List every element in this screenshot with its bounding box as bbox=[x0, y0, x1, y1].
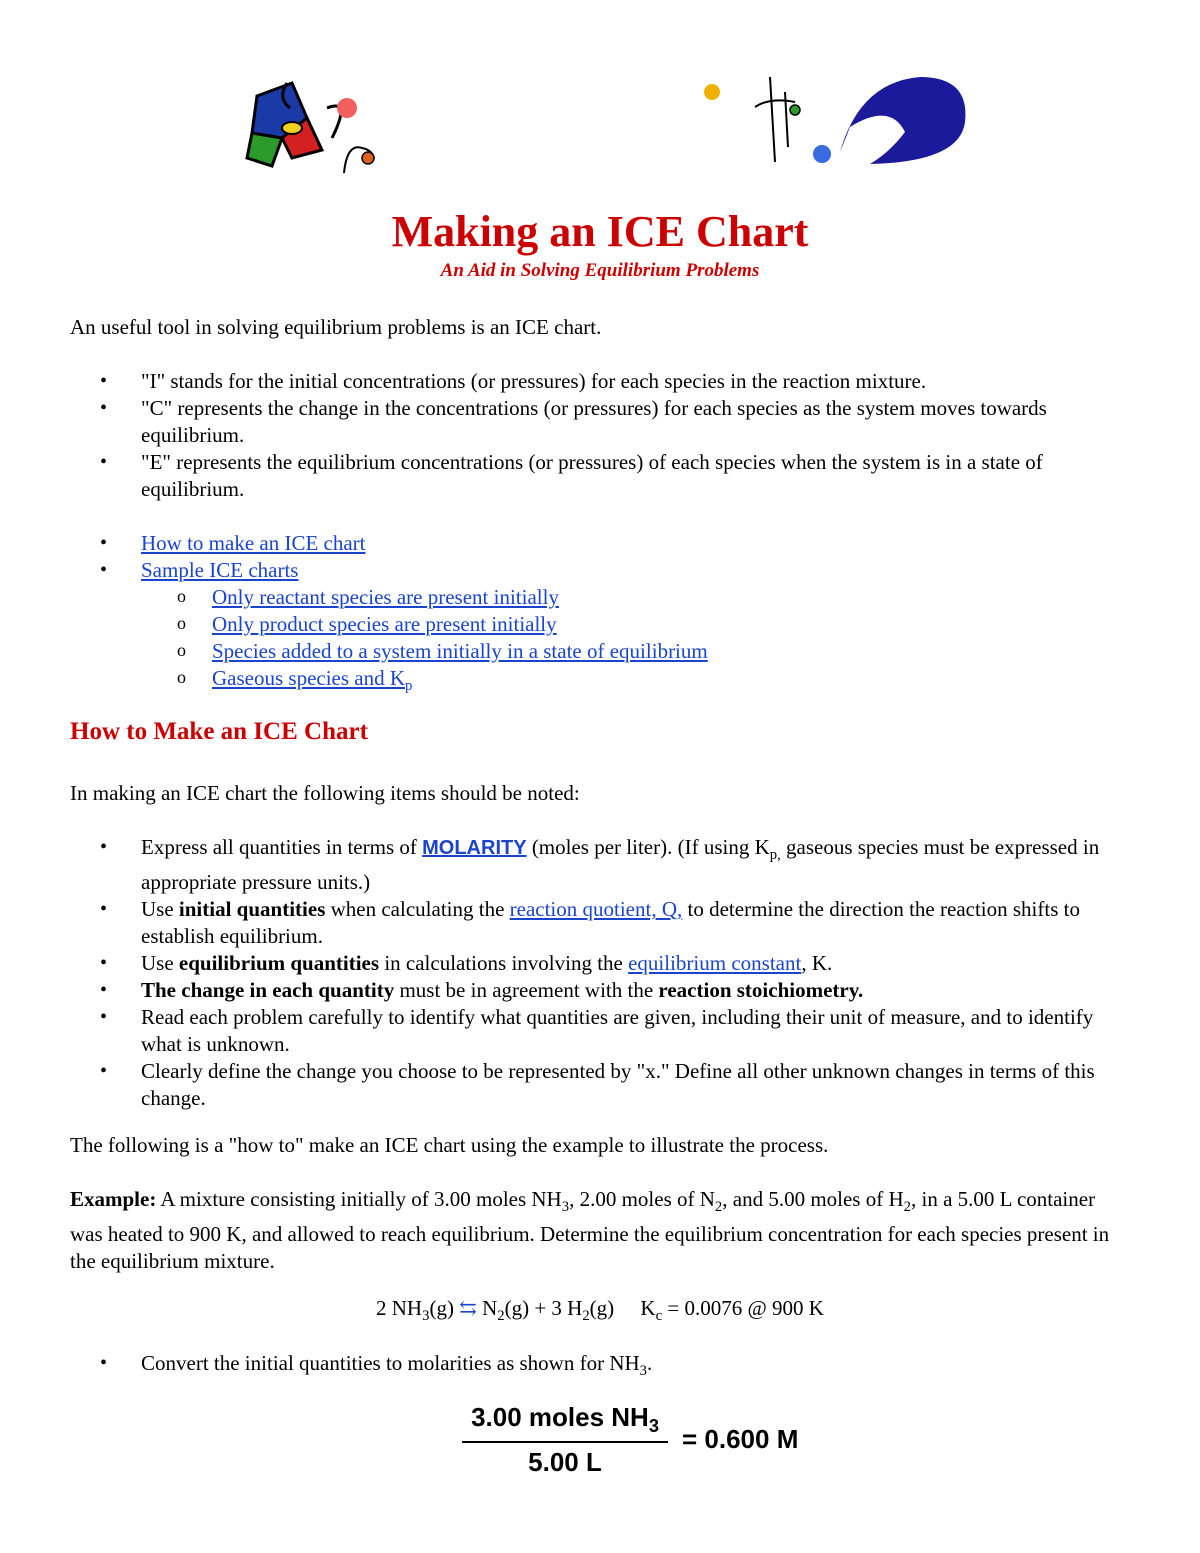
reaction-equation bbox=[0, 1296, 1200, 1325]
toc-item bbox=[70, 557, 1130, 700]
toc-link-reactant[interactable]: Only reactant species are present initially bbox=[212, 585, 559, 609]
text: when calculating the bbox=[325, 897, 510, 922]
subscript: 3 bbox=[648, 1416, 659, 1437]
convert-list bbox=[70, 1350, 1130, 1385]
ice-definition-list bbox=[70, 368, 1130, 503]
subscript: 3 bbox=[561, 1199, 570, 1216]
text: N bbox=[476, 1296, 498, 1320]
list-item: • "C" represents the change in the concentrations (or pressures) for each species as the system moves towards equilibrium. bbox=[70, 395, 1130, 449]
subscript: c bbox=[655, 1308, 663, 1325]
section-heading: How to Make an ICE Chart bbox=[70, 718, 368, 745]
toc-link-sample[interactable]: Sample ICE charts bbox=[141, 558, 299, 582]
toc-link-species-added[interactable]: Species added to a system initially in a state of equilibrium bbox=[212, 639, 708, 663]
decorative-art-left bbox=[232, 78, 392, 188]
table-of-contents bbox=[70, 530, 1130, 700]
list-item bbox=[70, 834, 1130, 896]
text: gaseous species must be expressed in appropriate pressure units.) bbox=[141, 835, 1100, 895]
howto-text: The following is a "how to" make an ICE chart using the example to illustrate the process. bbox=[70, 1133, 829, 1157]
subscript: 3 bbox=[422, 1308, 430, 1325]
toc-subitem bbox=[141, 638, 1130, 665]
text: 3.00 moles NH bbox=[471, 1402, 649, 1432]
molarity-fraction bbox=[462, 1402, 799, 1478]
section-intro: In making an ICE chart the following items should be noted: bbox=[70, 781, 580, 805]
subscript: p bbox=[405, 678, 413, 695]
bold-text: reaction stoichiometry. bbox=[658, 978, 864, 1003]
text: , K. bbox=[801, 951, 833, 976]
text: in calculations involving the bbox=[379, 951, 629, 976]
toc-subitem bbox=[141, 665, 1130, 700]
fraction-result: = 0.600 M bbox=[682, 1424, 799, 1454]
text: , in a 5.00 L container was heated to 900 K, and allowed to reach equilibrium. Determine the equilibrium concentration for each species present in the equilibrium mixture. bbox=[70, 1187, 1110, 1274]
equilibrium-arrow-icon: ⇆ bbox=[459, 1296, 477, 1320]
text: . bbox=[647, 1351, 653, 1375]
bold-text: The bbox=[141, 978, 182, 1003]
list-item bbox=[70, 977, 1130, 1004]
text: Use bbox=[141, 897, 179, 922]
text: (moles per liter). (If using K bbox=[526, 835, 770, 859]
text: , 2.00 moles of N bbox=[569, 1187, 715, 1211]
reaction-quotient-link[interactable]: reaction quotient, Q, bbox=[509, 897, 683, 922]
text: , and 5.00 moles of H bbox=[722, 1187, 904, 1211]
bold-text: change in each quantity bbox=[181, 978, 395, 1003]
toc-subitem bbox=[141, 611, 1130, 638]
text: = 0.0076 @ 900 K bbox=[662, 1296, 824, 1320]
notes-list bbox=[70, 834, 1130, 1112]
text: Convert the initial quantities to molarities as shown for NH bbox=[141, 1351, 640, 1375]
list-item bbox=[70, 896, 1130, 950]
toc-item bbox=[70, 530, 1130, 557]
page-subtitle: An Aid in Solving Equilibrium Problems bbox=[440, 260, 760, 281]
list-item: • Clearly define the change you choose to be represented by "x." Define all other unknown changes in terms of this change. bbox=[70, 1058, 1130, 1112]
text: A mixture consisting initially of 3.00 moles NH bbox=[156, 1187, 562, 1211]
text: 2 NH bbox=[376, 1296, 423, 1320]
fraction-denominator: 5.00 L bbox=[528, 1447, 602, 1478]
subscript: 3 bbox=[639, 1363, 648, 1380]
text: to determine the direction the reaction shifts to establish equilibrium. bbox=[141, 897, 1080, 949]
molarity-link[interactable]: MOLARITY bbox=[422, 837, 527, 859]
subscript: 2 bbox=[582, 1308, 590, 1325]
text: must be in agreement with the bbox=[394, 978, 659, 1003]
subscript: p, bbox=[769, 847, 781, 864]
bold-text: equilibrium quantities bbox=[178, 951, 380, 976]
toc-link-gaseous[interactable] bbox=[212, 666, 413, 695]
toc-link-how-to[interactable]: How to make an ICE chart bbox=[141, 531, 366, 555]
intro-text: An useful tool in solving equilibrium problems is an ICE chart. bbox=[70, 315, 602, 339]
fraction-numerator bbox=[462, 1402, 668, 1443]
subscript: 2 bbox=[903, 1199, 911, 1216]
list-item: • "I" stands for the initial concentrations (or pressures) for each species in the reaction mixture. bbox=[70, 368, 1130, 395]
toc-link-product[interactable]: Only product species are present initially bbox=[212, 612, 557, 636]
subscript: 2 bbox=[714, 1199, 723, 1216]
bold-text: initial quantities bbox=[178, 897, 326, 922]
list-item: • "E" represents the equilibrium concentrations (or pressures) of each species when the system is in a state of equilibrium. bbox=[70, 449, 1130, 503]
text: Use bbox=[141, 951, 179, 976]
subscript: 2 bbox=[497, 1308, 505, 1325]
toc-link-gaseous-text: Gaseous species and K bbox=[212, 666, 406, 690]
text: (g) + 3 H bbox=[504, 1296, 583, 1320]
decorative-art-right bbox=[690, 72, 970, 172]
list-item bbox=[70, 1350, 1130, 1385]
text: (g) K bbox=[589, 1296, 656, 1320]
list-item: • Read each problem carefully to identify what quantities are given, including their unit of measure, and to identify what is unknown. bbox=[70, 1004, 1130, 1058]
list-item bbox=[70, 950, 1130, 977]
equilibrium-constant-link[interactable]: equilibrium constant bbox=[628, 951, 802, 976]
page-title: Making an ICE Chart bbox=[391, 207, 809, 256]
example-paragraph bbox=[70, 1186, 1130, 1275]
example-label: Example: bbox=[70, 1187, 157, 1211]
text: (g) bbox=[429, 1296, 460, 1320]
toc-sublist bbox=[141, 584, 1130, 700]
toc-subitem bbox=[141, 584, 1130, 611]
text: Express all quantities in terms of bbox=[141, 835, 423, 859]
